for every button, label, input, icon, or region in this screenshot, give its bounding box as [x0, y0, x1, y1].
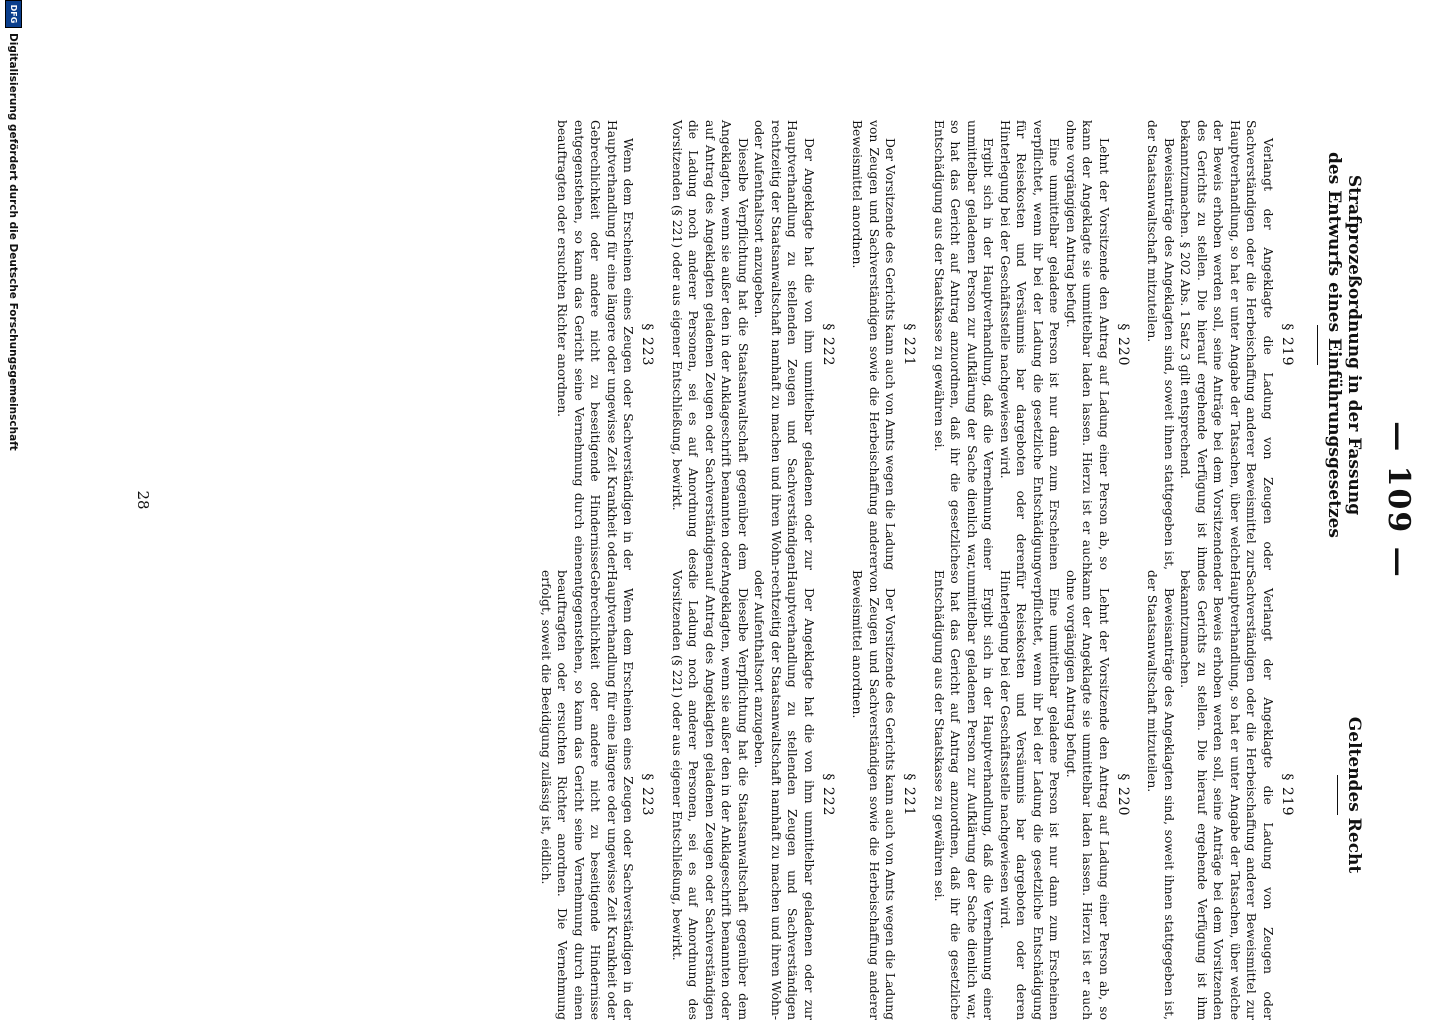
- section-heading: § 223: [639, 773, 656, 817]
- section-heading: § 220: [1115, 773, 1131, 817]
- title-rule: [1337, 775, 1338, 815]
- section-paragraph: Beweisanträge des Angeklagten sind, soweit ihnen stattgegeben ist, der Staatsanwaltschaft mitzuteilen.: [1145, 570, 1176, 1020]
- section-219: [1144, 570, 1298, 1020]
- section-paragraph: Beweisanträge des Angeklagten sind, soweit ihnen stattgegeben ist, der Staatsanwaltschaft mitzuteilen.: [1145, 120, 1176, 570]
- section-paragraph: Ergibt sich in der Hauptverhandlung, daß die Vernehmung einer unmittelbar geladenen Person zur Aufklärung der Sache dienlich war, so hat das Gericht auf Antrag anzuordnen, daß ihr die gesetzliche Entschädigung aus der Staatskasse zu gewähren sei.: [932, 120, 996, 570]
- section-paragraph: Dieselbe Verpflichtung hat die Staatsanwaltschaft gegenüber dem Angeklagten, wenn sie außer den in der Anklageschrift benannten oder auf Antrag des Angeklagten geladenen Zeugen oder Sachverständigen die Ladung noch anderer Personen, sei es auf Anordnung des Vorsitzenden (§ 221) oder aus eigener Entschließung, bewirkt.: [670, 570, 750, 1020]
- section-paragraph: Lehnt der Vorsitzende den Antrag auf Ladung einer Person ab, so kann der Angeklagte sie unmittelbar laden lassen. Hierzu ist er auch ohne vorgängigen Antrag befugt.: [1064, 120, 1111, 570]
- section-paragraph: Verlangt der Angeklagte die Ladung von Zeugen oder Sachverständigen oder die Herbeischaffung anderer Beweismittel zur Hauptverhandlung, so hat er unter Angabe der Tatsachen, über welche der Beweis erhoben werden soll, seine Anträge bei dem Vorsitzenden des Gerichts zu stellen. Die hierauf ergehende Verfügung ist ihm bekanntzumachen.: [1178, 570, 1275, 1020]
- footer-page-number: 28: [134, 490, 152, 510]
- section-paragraph: Der Vorsitzende des Gerichts kann auch von Amts wegen die Ladung von Zeugen und Sachverständigen sowie die Herbeischaffung anderer Beweismittel anordnen.: [850, 120, 898, 570]
- section-219: [1144, 120, 1298, 570]
- section-paragraph: Ergibt sich in der Hauptverhandlung, daß die Vernehmung einer unmittelbar geladenen Person zur Aufklärung der Sache dienlich war, so hat das Gericht auf Antrag anzuordnen, daß ihr die gesetzliche Entschädigung aus der Staatskasse zu gewähren sei.: [932, 570, 996, 1020]
- section-heading: § 220: [1115, 323, 1131, 367]
- section-223: [554, 120, 659, 570]
- left-title-line1: Strafprozeßordnung in der Fassung: [1344, 174, 1364, 516]
- credit-text: Digitalisierung gefördert durch die Deutsche Forschungsgemeinschaft: [7, 33, 20, 451]
- section-paragraph: Der Vorsitzende des Gerichts kann auch von Amts wegen die Ladung von Zeugen und Sachverständigen sowie die Herbeischaffung anderer Beweismittel anordnen.: [850, 570, 898, 1020]
- section-221: [849, 120, 921, 570]
- section-heading: § 219: [1279, 323, 1295, 367]
- left-column-draft: [554, 120, 1364, 570]
- digitization-credit: [5, 0, 22, 451]
- section-heading: § 221: [901, 323, 918, 367]
- section-paragraph: Verlangt der Angeklagte die Ladung von Zeugen oder Sachverständigen oder die Herbeischaffung anderer Beweismittel zur Hauptverhandlung, so hat er unter Angabe der Tatsachen, über welche der Beweis erhoben werden soll, seine Anträge bei dem Vorsitzenden des Gerichts zu stellen. Die hierauf ergehende Verfügung ist ihm bekanntzumachen. § 202 Abs. 1 Satz 3 gilt entsprechend.: [1178, 120, 1275, 570]
- section-paragraph: Eine unmittelbar geladene Person ist nur dann zum Erscheinen verpflichtet, wenn ihr bei der Ladung die gesetzliche Entschädigung für Reisekosten und Versäumnis bar dargeboten oder deren Hinterlegung bei der Geschäftsstelle nachgewiesen wird.: [998, 120, 1062, 570]
- title-rule: [1317, 325, 1318, 365]
- section-222: [669, 120, 840, 570]
- left-sections: [554, 120, 1298, 570]
- section-220: [931, 120, 1135, 570]
- section-paragraph: Eine unmittelbar geladene Person ist nur dann zum Erscheinen verpflichtet, wenn ihr bei der Ladung die gesetzliche Entschädigung für Reisekosten und Versäumnis bar dargeboten oder deren Hinterlegung bei der Geschäftsstelle nachgewiesen wird.: [998, 570, 1062, 1020]
- page-number: — 109 —: [1381, 421, 1416, 579]
- right-column-title: [1308, 570, 1364, 1020]
- section-221: [849, 570, 921, 1020]
- section-222: [669, 570, 840, 1020]
- section-paragraph: Lehnt der Vorsitzende den Antrag auf Ladung einer Person ab, so kann der Angeklagte sie unmittelbar laden lassen. Hierzu ist er auch ohne vorgängigen Antrag befugt.: [1064, 570, 1111, 1020]
- section-heading: § 219: [1279, 773, 1295, 817]
- section-paragraph: Der Angeklagte hat die von ihm unmittelbar geladenen oder zur Hauptverhandlung zu stellenden Zeugen und Sachverständigen rechtzeitig der Staatsanwaltschaft namhaft zu machen und ihren Wohn- oder Aufenthaltsort anzugeben.: [752, 570, 816, 1020]
- dfg-logo: DFG: [5, 0, 22, 28]
- right-title: Geltendes Recht: [1344, 716, 1364, 874]
- section-heading: § 221: [901, 773, 918, 817]
- section-paragraph: Dieselbe Verpflichtung hat die Staatsanwaltschaft gegenüber dem Angeklagten, wenn sie außer den in der Anklageschrift benannten oder auf Antrag des Angeklagten geladenen Zeugen oder Sachverständigen die Ladung noch anderer Personen, sei es auf Anordnung des Vorsitzenden (§ 221) oder aus eigener Entschließung, bewirkt.: [670, 120, 750, 570]
- left-column-title: [1308, 120, 1364, 570]
- section-223: [538, 570, 659, 1020]
- section-heading: § 222: [820, 773, 836, 817]
- section-paragraph: Der Angeklagte hat die von ihm unmittelbar geladenen oder zur Hauptverhandlung zu stellenden Zeugen und Sachverständigen rechtzeitig der Staatsanwaltschaft namhaft zu machen und ihren Wohn- oder Aufenthaltsort anzugeben.: [752, 120, 816, 570]
- section-heading: § 222: [820, 323, 836, 367]
- section-paragraph: Wenn dem Erscheinen eines Zeugen oder Sachverständigen in der Hauptverhandlung für eine längere oder ungewisse Zeit Krankheit oder Gebrechlichkeit oder andere nicht zu beseitigende Hindernisse entgegenstehen, so kann das Gericht seine Vernehmung durch einen beauftragten oder ersuchten Richter anordnen. Die Vernehmung erfolgt, soweit die Beeidigung zulässig ist, eidlich.: [539, 570, 636, 1020]
- left-title-line2: des Entwurfs eines Einführungsgesetzes: [1324, 152, 1344, 538]
- right-column-current-law: [538, 570, 1365, 1020]
- section-paragraph: Wenn dem Erscheinen eines Zeugen oder Sachverständigen in der Hauptverhandlung für eine längere oder ungewisse Zeit Krankheit oder Gebrechlichkeit oder andere nicht zu beseitigende Hindernisse entgegenstehen, so kann das Gericht seine Vernehmung durch einen beauftragten oder ersuchten Richter anordnen.: [555, 120, 636, 570]
- section-heading: § 223: [639, 323, 656, 367]
- right-sections: [538, 570, 1299, 1020]
- section-220: [931, 570, 1135, 1020]
